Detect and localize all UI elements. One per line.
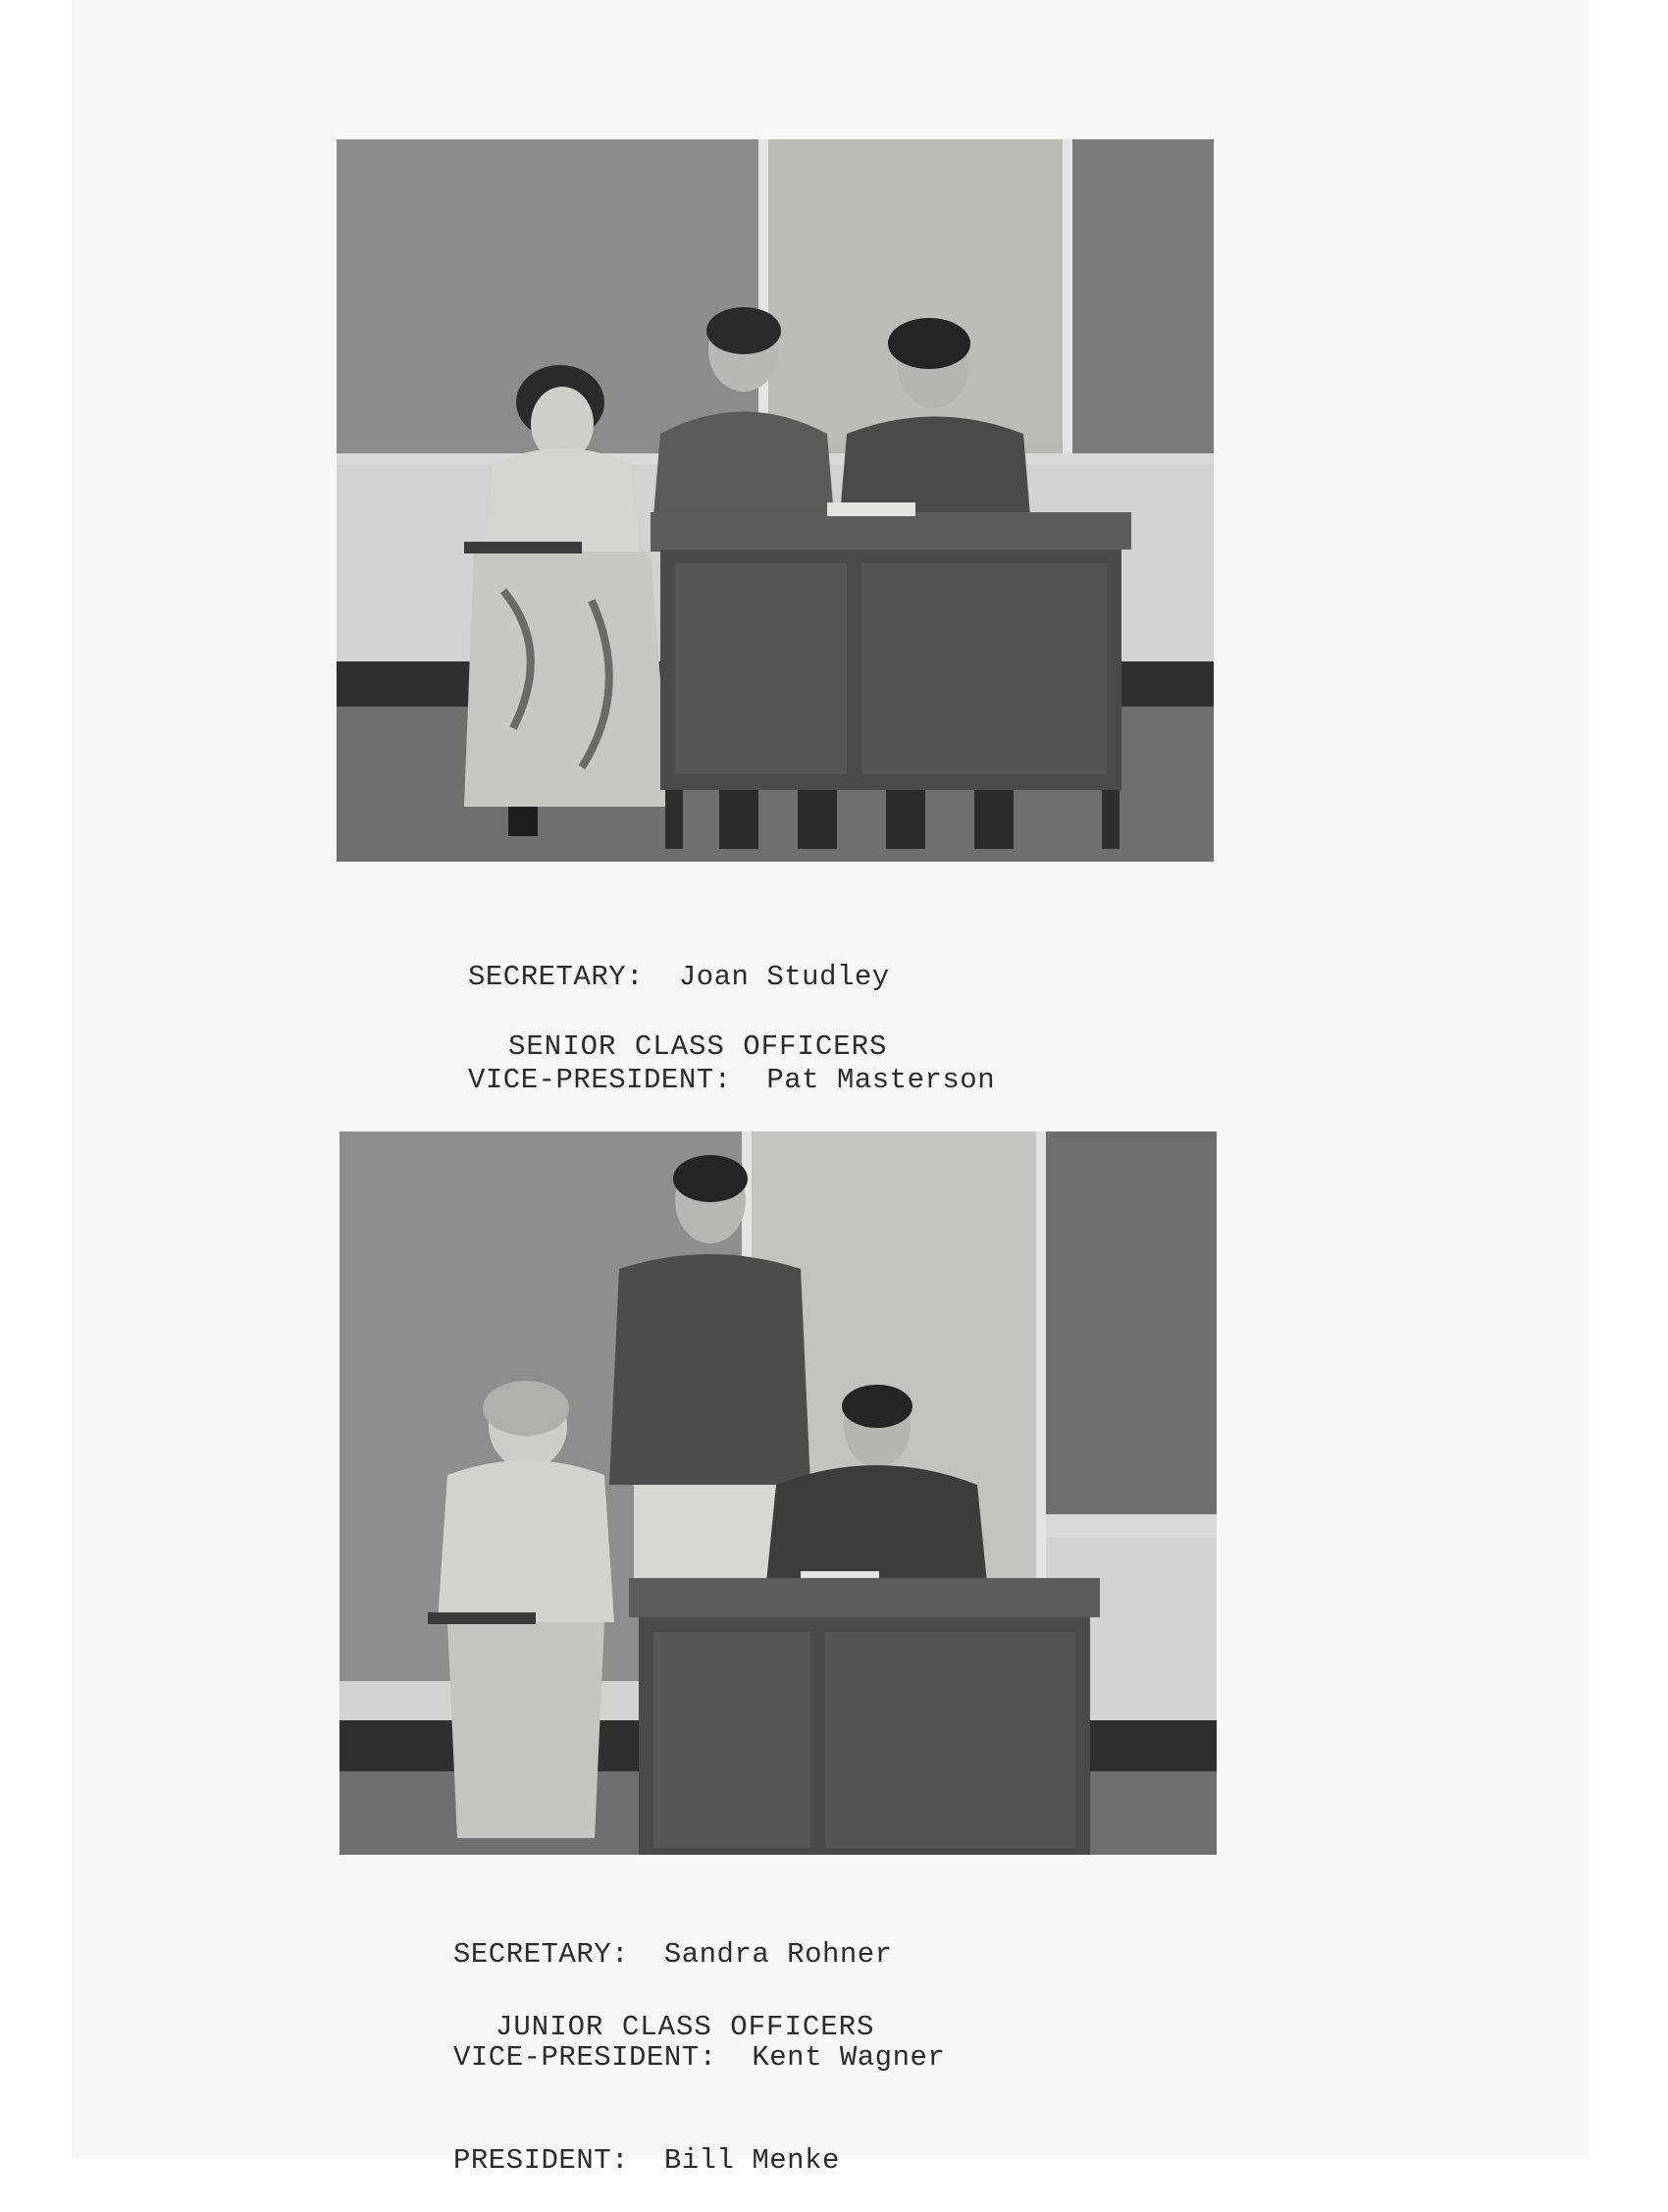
role-label: SECRETARY: — [453, 1938, 630, 1971]
senior-vice-president-line — [468, 1063, 995, 1097]
senior-class-heading: SENIOR CLASS OFFICERS — [508, 1030, 888, 1063]
senior-officers-photo — [337, 139, 1214, 862]
role-label: PRESIDENT: — [453, 2144, 630, 2177]
role-label: VICE-PRESIDENT: — [468, 1064, 732, 1096]
officer-name: Joan Studley — [678, 961, 890, 993]
junior-class-heading: JUNIOR CLASS OFFICERS — [495, 2011, 875, 2043]
junior-president-line — [453, 2143, 945, 2178]
junior-officers-photo — [339, 1132, 1217, 1855]
junior-vice-president-line — [453, 2040, 945, 2075]
role-label: VICE-PRESIDENT: — [453, 2041, 717, 2074]
officer-name: Sandra Rohner — [663, 1938, 893, 1971]
officer-name: Bill Menke — [663, 2144, 840, 2177]
officer-name: Pat Masterson — [766, 1064, 996, 1096]
junior-secretary-line — [453, 1937, 945, 1972]
officer-name: Kent Wagner — [752, 2041, 946, 2074]
senior-secretary-line — [468, 960, 995, 994]
role-label: SECRETARY: — [468, 961, 645, 993]
